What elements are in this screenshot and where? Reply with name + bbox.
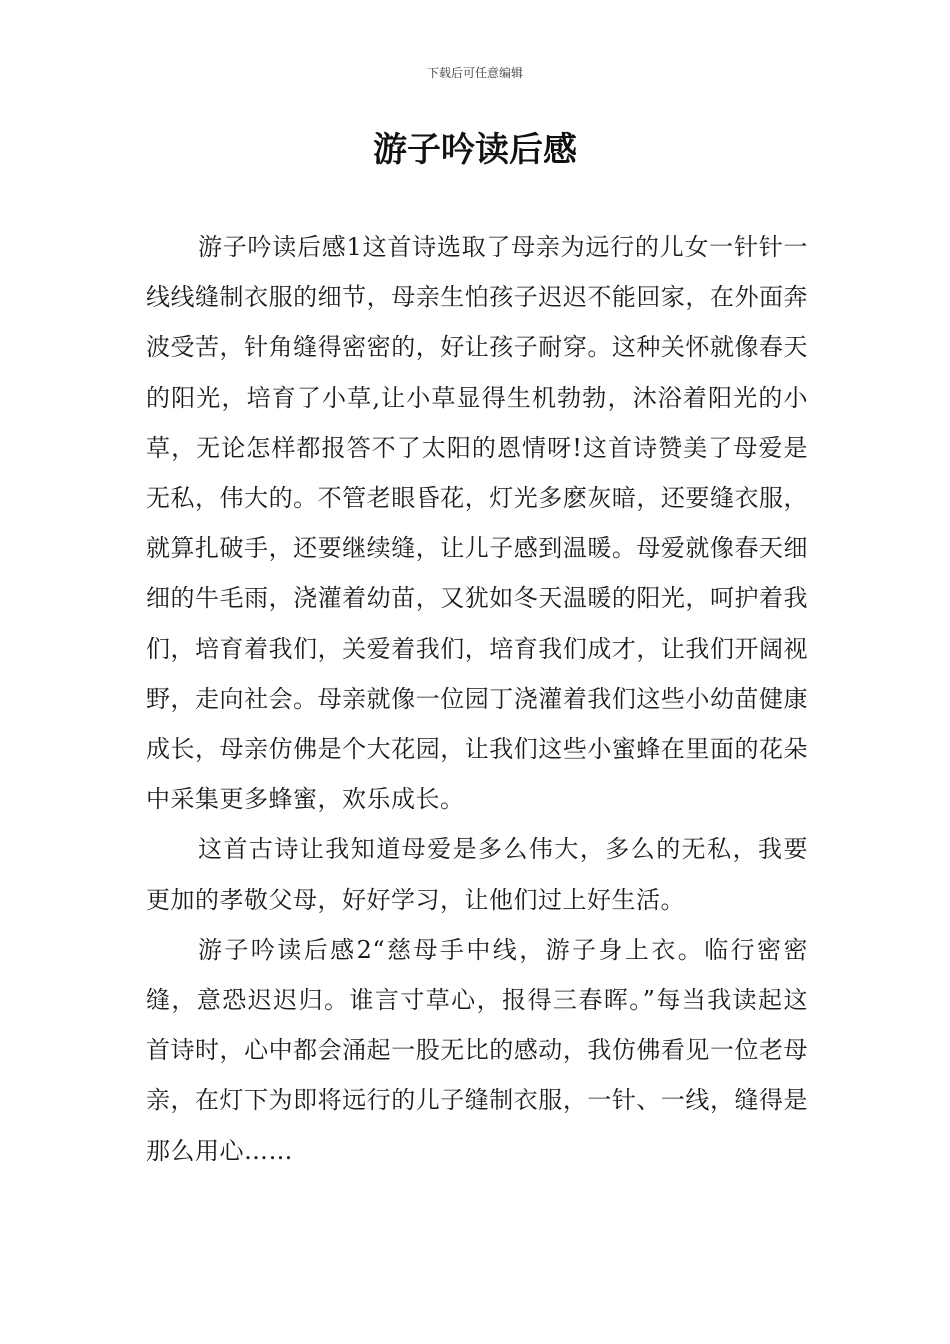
paragraph-1: 游子吟读后感1这首诗选取了母亲为远行的儿女一针针一线线缝制衣服的细节，母亲生怕孩子迟迟不能回家，在外面奔波受苦，针角缝得密密的，好让孩子耐穿。这种关怀就像春天的阳光，培育了小草,让小草显得生机勃勃，沐浴着阳光的小草，无论怎样都报答不了太阳的恩情呀!这首诗赞美了母爱是无私，伟大的。不管老眼昏花，灯光多麽灰暗，还要缝衣服，就算扎破手，还要继续缝，让儿子感到温暖。母爱就像春天细细的牛毛雨，浇灌着幼苗，又犹如冬天温暖的阳光，呵护着我们，培育着我们，关爱着我们，培育我们成才，让我们开阔视野，走向社会。母亲就像一位园丁浇灌着我们这些小幼苗健康成长，母亲仿佛是个大花园，让我们这些小蜜蜂在里面的花朵中采集更多蜂蜜，欢乐成长。 (146, 233, 808, 814)
document-body (146, 222, 808, 1176)
document-title: 游子吟读后感 (373, 130, 577, 170)
header-note: 下载后可任意编辑 (426, 66, 523, 80)
paragraph-2: 这首古诗让我知道母爱是多么伟大，多么的无私，我要更加的孝敬父母，好好学习，让他们过上好生活。 (146, 835, 808, 914)
paragraph-3: 游子吟读后感2“慈母手中线，游子身上衣。临行密密缝，意恐迟迟归。谁言寸草心，报得三春晖。”每当我读起这首诗时，心中都会涌起一股无比的感动，我仿佛看见一位老母亲，在灯下为即将远行的儿子缝制衣服，一针、一线，缝得是那么用心…… (146, 935, 808, 1165)
